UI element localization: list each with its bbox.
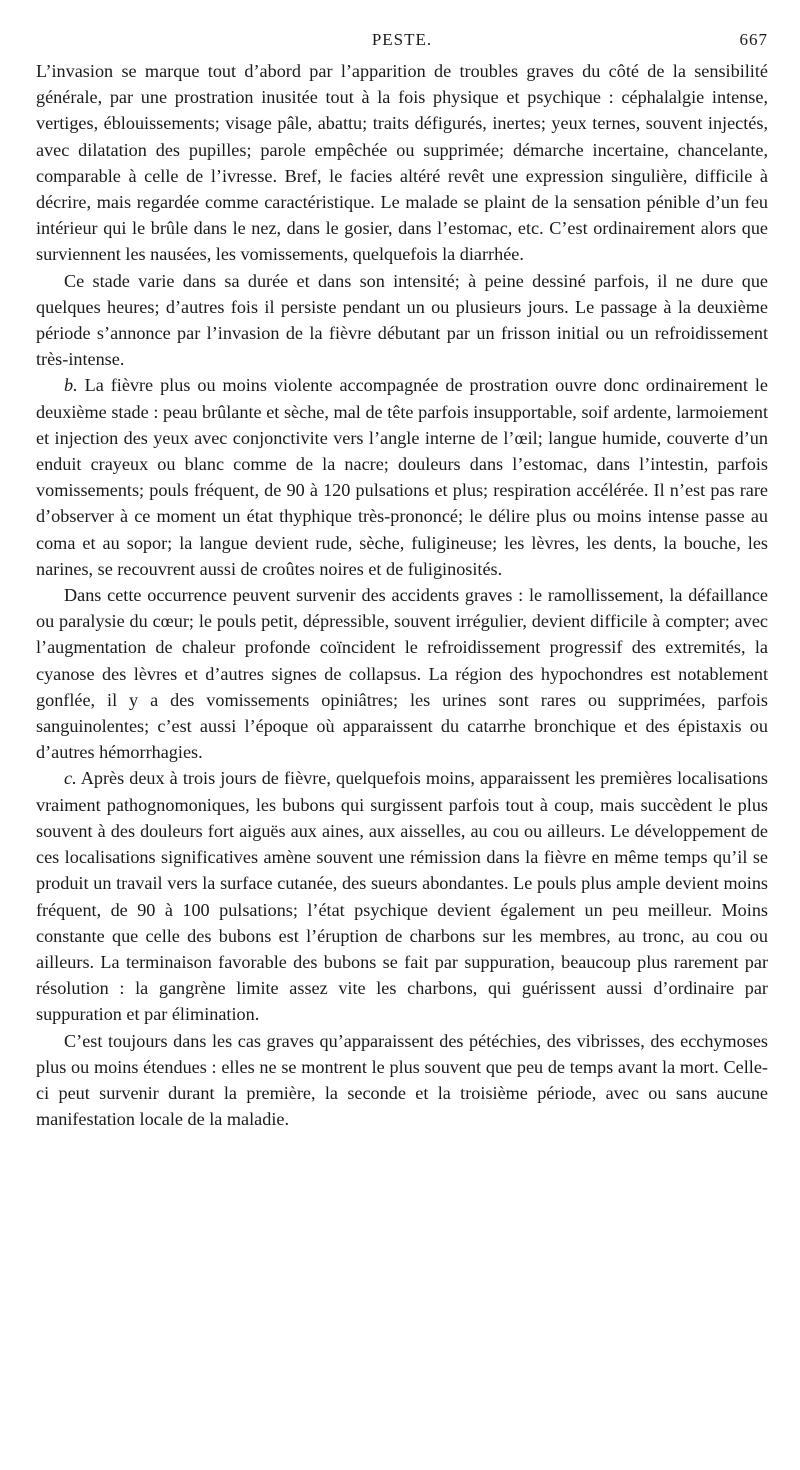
paragraph-cas-graves [36, 1028, 768, 1133]
paragraph-text: La fièvre plus ou moins violente accompagnée de prostration ouvre donc ordinairement le deuxième stade : peau brûlante et sèche, mal de tête parfois insupportable, soif ardente, larmoiement et injection des yeux avec conjonctivite vers l’angle interne de l’œil; langue humide, couverte d’un enduit crayeux ou blanc comme de la nacre; douleurs dans l’estomac, dans l’intestin, parfois vomissements; pouls fréquent, de 90 à 120 pulsations et plus; respiration accélérée. Il n’est pas rare d’observer à ce moment un état thyphique très-prononcé; le délire plus ou moins intense passe au coma et au sopor; la langue devient rude, sèche, fuligineuse; les lèvres, les dents, la bouche, les narines, se recouvrent aussi de croûtes noires et de fuliginosités. [36, 375, 768, 579]
body-text [36, 58, 768, 1132]
running-head [36, 30, 768, 56]
paragraph-text: Après deux à trois jours de fièvre, quelquefois moins, apparaissent les premières localisations vraiment pathognomoniques, les bubons qui surgissent parfois tout à coup, mais succèdent le plus souvent à des douleurs fort aiguës aux aines, aux aisselles, au cou ou ailleurs. Le développement de ces localisations significatives amène souvent une rémission dans la fièvre en même temps qu’il se produit un travail vers la surface cutanée, des sueurs abondantes. Le pouls plus ample devient moins fréquent, de 90 à 100 pulsations; l’état psychique devient également un peu meilleur. Moins constante que celle des bubons est l’éruption de charbons sur les membres, au tronc, au cou ou ailleurs. La terminaison favorable des bubons se fait par suppuration, beaucoup plus rarement par résolution : la gangrène limite assez vite les charbons, qui guérissent aussi d’ordinaire par suppuration et par élimination. [36, 768, 768, 1025]
paragraph-text: Dans cette occurrence peuvent survenir des accidents graves : le ramollissement, la défaillance ou paralysie du cœur; le pouls petit, dépressible, souvent irrégulier, devient difficile à compter; avec l’augmentation de chaleur profonde coïncident le refroidissement progressif des extremités, la cyanose des lèvres et d’autres signes de collapsus. La région des hypochondres est notablement gonflée, il y a des vomissements opiniâtres; les urines sont rares ou supprimées, parfois sanguinolentes; c’est aussi l’époque où apparaissent du catarrhe bronchique et des épistaxis ou d’autres hémorrhagies. [36, 585, 768, 763]
paragraph-c-localisations [36, 765, 768, 1027]
paragraph-label: c. [64, 768, 77, 789]
page-number: 667 [739, 30, 768, 49]
paragraph-label: b. [64, 375, 78, 396]
paragraph-accidents-graves [36, 582, 768, 765]
paragraph-stade-duree [36, 268, 768, 373]
running-title: PESTE. [371, 30, 433, 49]
paragraph-b-fievre [36, 372, 768, 582]
paragraph-invasion [36, 58, 768, 268]
paragraph-text: L’invasion se marque tout d’abord par l’apparition de troubles graves du côté de la sensibilité générale, par une prostration inusitée tout à la fois physique et psychique : céphalalgie intense, vertiges, éblouissements; visage pâle, abattu; traits défigurés, inertes; yeux ternes, souvent injectés, avec dilatation des pupilles; parole empêchée ou supprimée; démarche incertaine, chancelante, comparable à celle de l’ivresse. Bref, le facies altéré revêt une expression singulière, difficile à décrire, mais regardée comme caractéristique. Le malade se plaint de la sensation pénible d’un feu intérieur qui le brûle dans le nez, dans le gosier, dans l’estomac, etc. C’est ordinairement alors que surviennent les nausées, les vomissements, quelquefois la diarrhée. [36, 61, 768, 265]
paragraph-text: Ce stade varie dans sa durée et dans son intensité; à peine dessiné parfois, il ne dure que quelques heures; d’autres fois il persiste pendant un ou plusieurs jours. Le passage à la deuxième période s’annonce par l’invasion de la fièvre débutant par un frisson initial ou un refroidissement très-intense. [36, 270, 768, 370]
paragraph-text: C’est toujours dans les cas graves qu’apparaissent des pétéchies, des vibrisses, des ecchymoses plus ou moins étendues : elles ne se montrent le plus souvent que peu de temps avant la mort. Celle-ci peut survenir durant la première, la seconde et la troisième période, avec ou sans aucune manifestation locale de la maladie. [36, 1030, 768, 1130]
